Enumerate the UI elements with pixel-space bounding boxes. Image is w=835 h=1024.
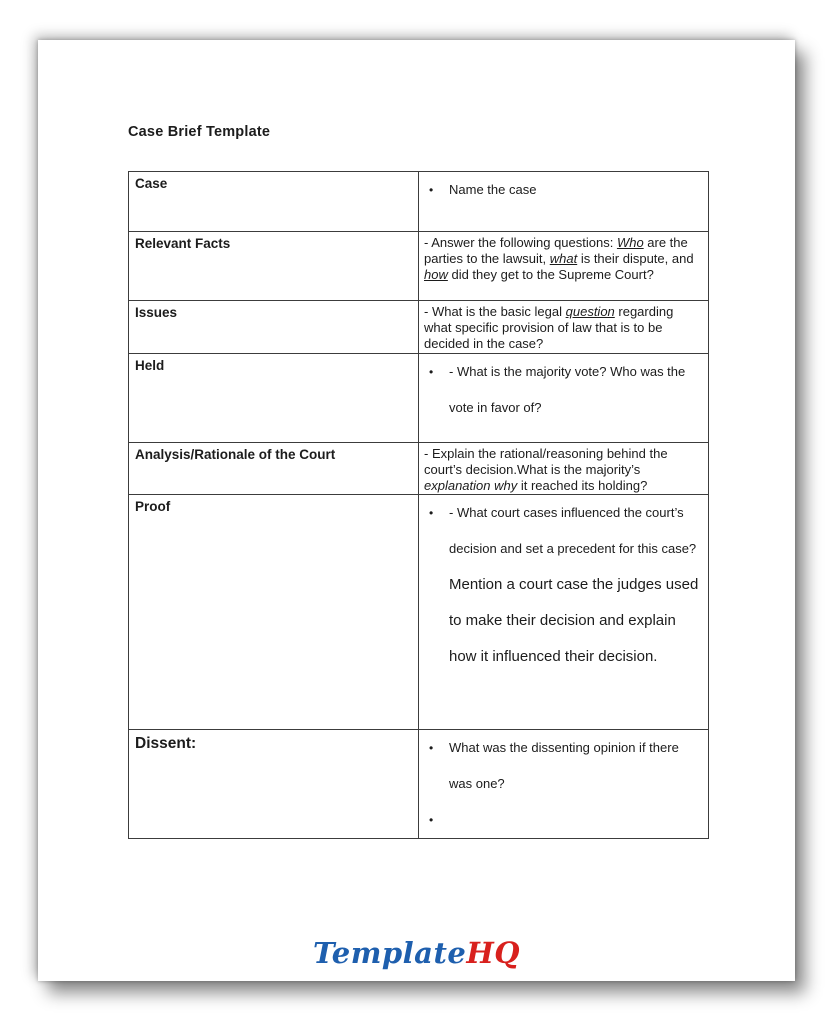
text-segment: regarding what specific provision of law that is to be decided in the case? bbox=[424, 304, 674, 352]
document-page bbox=[38, 40, 795, 981]
bullet-text bbox=[449, 495, 708, 675]
text-segment: question bbox=[565, 304, 615, 319]
table-row bbox=[129, 730, 709, 839]
text-segment: - What is the basic legal bbox=[424, 304, 566, 319]
bullet-item bbox=[419, 730, 708, 802]
row-label: Relevant Facts bbox=[129, 232, 419, 301]
text-segment: is their dispute, and bbox=[577, 251, 694, 267]
paragraph bbox=[419, 301, 708, 353]
bullet-text bbox=[449, 802, 708, 838]
table-row bbox=[129, 301, 709, 354]
templatehq-logo bbox=[313, 936, 520, 970]
row-content bbox=[419, 495, 709, 730]
text-segment: did they get to the Supreme Court? bbox=[447, 267, 654, 283]
text-segment: - Explain the rational/reasoning behind the court’s decision.What is the majority’s bbox=[424, 445, 668, 477]
table-row bbox=[129, 172, 709, 232]
bullet-icon: • bbox=[429, 741, 434, 756]
row-label: Issues bbox=[129, 301, 419, 354]
bullet-item bbox=[419, 802, 708, 838]
text-segment: What was the dissenting opinion if there was one? bbox=[449, 740, 679, 792]
row-label: Case bbox=[129, 172, 419, 232]
table-row bbox=[129, 442, 709, 495]
bullet-icon: • bbox=[429, 506, 434, 521]
row-label: Analysis/Rationale of the Court bbox=[129, 442, 419, 495]
row-label: Proof bbox=[129, 495, 419, 730]
footer bbox=[38, 936, 795, 970]
bullet-text bbox=[449, 172, 708, 208]
bullet-text bbox=[449, 354, 708, 426]
text-segment: Who bbox=[616, 235, 644, 250]
row-content bbox=[419, 232, 709, 301]
text-segment: Mention a court case the judges used to make their decision and explain how it influenced their decision. bbox=[449, 576, 699, 666]
text-segment: - What is the majority vote? Who was the vote in favor of? bbox=[449, 363, 686, 415]
text-segment: - Answer the following questions: bbox=[424, 235, 617, 250]
row-content bbox=[419, 353, 709, 442]
row-content bbox=[419, 172, 709, 232]
text-segment: - What court cases influenced the court’s decision and set a precedent for this case? bbox=[449, 505, 697, 557]
table-row bbox=[129, 353, 709, 442]
table-row bbox=[129, 232, 709, 301]
row-label: Dissent: bbox=[129, 730, 419, 839]
bullet-item bbox=[419, 354, 708, 426]
logo-part-hq: HQ bbox=[466, 936, 520, 970]
text-segment: Name the case bbox=[449, 182, 537, 197]
bullet-icon: • bbox=[429, 183, 434, 197]
bullet-item bbox=[419, 495, 708, 675]
text-segment: how bbox=[424, 267, 448, 283]
paragraph bbox=[419, 443, 708, 495]
bullet-icon: • bbox=[429, 813, 434, 828]
text-segment: are the parties to the lawsuit, bbox=[424, 235, 688, 267]
text-segment: what bbox=[549, 251, 578, 267]
table-row bbox=[129, 495, 709, 730]
bullet-item bbox=[419, 172, 708, 208]
case-table-body bbox=[129, 172, 709, 839]
paragraph bbox=[419, 232, 708, 284]
row-content bbox=[419, 301, 709, 354]
bullet-icon: • bbox=[429, 364, 434, 379]
case-brief-table bbox=[128, 171, 709, 839]
row-label: Held bbox=[129, 353, 419, 442]
row-content bbox=[419, 442, 709, 495]
text-segment: explanation why bbox=[424, 478, 518, 494]
page-title: Case Brief Template bbox=[128, 124, 271, 140]
row-content bbox=[419, 730, 709, 839]
logo-part-template: Template bbox=[313, 936, 467, 970]
text-segment: it reached its holding? bbox=[517, 478, 648, 494]
bullet-text bbox=[449, 730, 708, 802]
